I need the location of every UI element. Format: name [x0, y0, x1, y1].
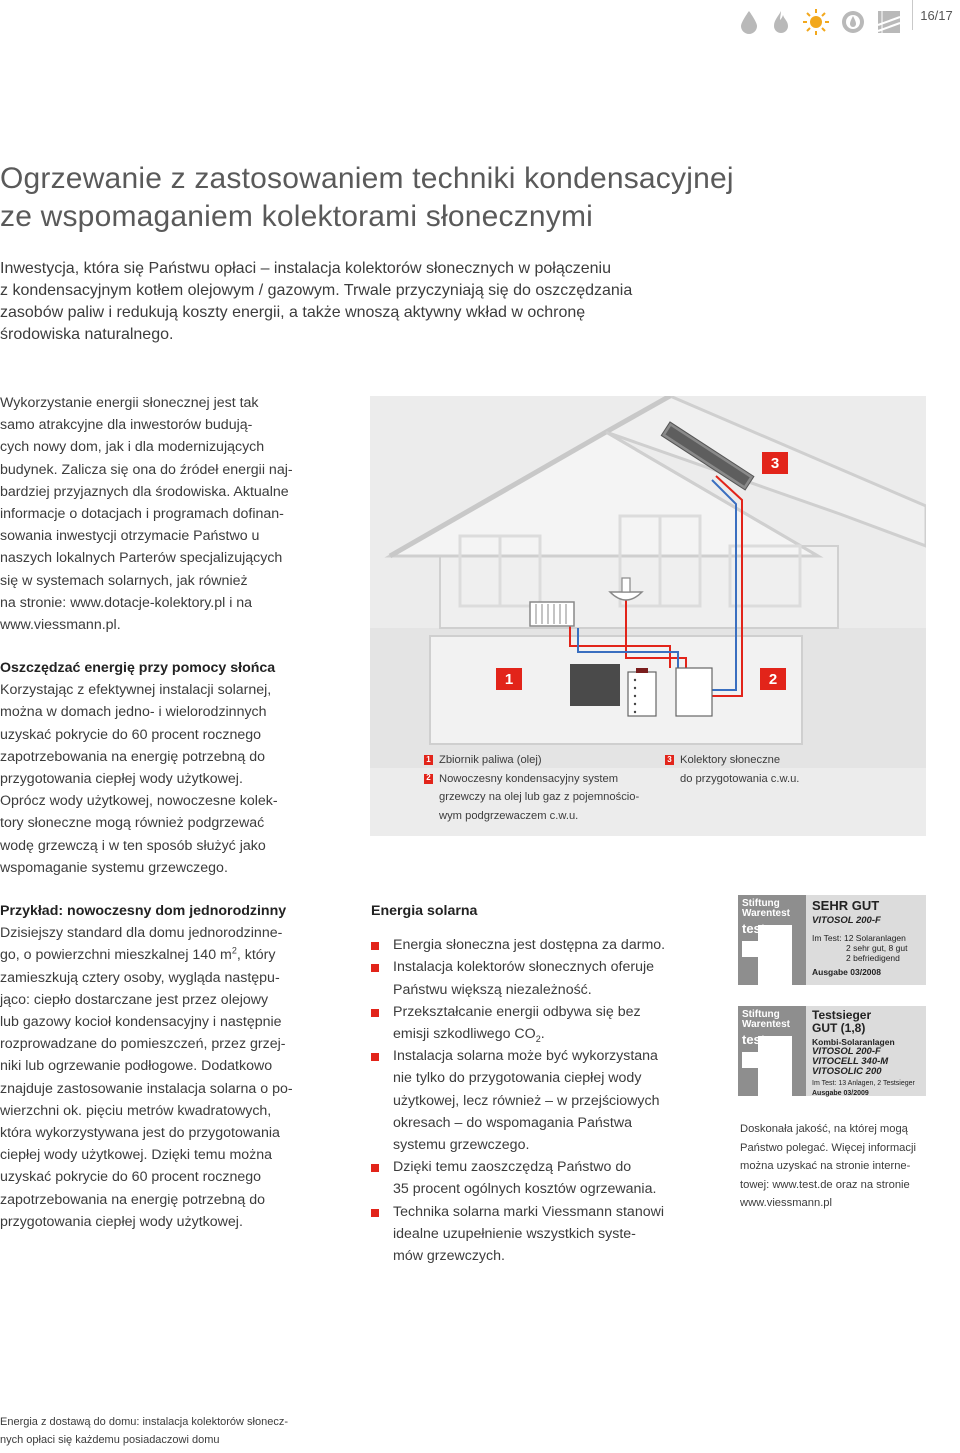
intro-line: www.viessmann.pl.	[0, 617, 121, 634]
drop-icon	[738, 9, 760, 35]
legend-left	[424, 751, 639, 825]
list-item: Instalacja solarna może być wykorzystana nie tylko do przygotowania ciepłej wody użytkowej, lecz również – w przejściowych okresach – do wspomagania Państwa systemu grzewczego.	[371, 1045, 691, 1156]
example-line: rozprowadzane do pomieszczeń, przez grzej-	[0, 1036, 286, 1053]
seal-detail: 2 befriedigend	[846, 953, 900, 963]
savings-section	[0, 657, 330, 879]
seal-brand: test	[742, 1032, 766, 1047]
example-heading: Przykład: nowoczesny dom jednorodzinny	[0, 903, 287, 919]
page-number: 16/17	[912, 0, 960, 30]
seal-logo	[738, 895, 806, 985]
seal-brand: test	[742, 921, 766, 936]
savings-line: można w domach jedno- i wielorodzinnych	[0, 704, 267, 721]
intro-line: na stronie: www.dotacje-kolektory.pl i na	[0, 594, 253, 611]
savings-line: Oprócz wody użytkowej, nowoczesne kolek-	[0, 793, 278, 810]
seal-detail: Im Test: 13 Anlagen, 2 Testsieger	[812, 1080, 915, 1087]
marker-3: 3	[762, 452, 788, 474]
page-title	[0, 160, 760, 236]
lead-paragraph	[0, 258, 700, 346]
bullet-icon	[371, 1164, 379, 1172]
legend-number: 1	[424, 755, 433, 765]
example-line: ciepłej wody użytkowej. Dzięki temu można	[0, 1147, 273, 1164]
bullet-icon	[371, 1009, 379, 1017]
intro-line: sowania inwestycji otrzymacie Państwo u	[0, 528, 260, 545]
legend-number: 3	[665, 755, 674, 765]
bullet-icon	[371, 1053, 379, 1061]
savings-line: zapotrzebowania na energię potrzebną do	[0, 748, 266, 765]
example-line: niki lub ogrzewanie podłogowe. Dodatkowo	[0, 1058, 273, 1075]
legend-item-3	[665, 751, 799, 788]
marker-2: 2	[760, 668, 786, 690]
seal-product: VITOCELL 340-M	[812, 1056, 889, 1067]
list-item: Energia słoneczna jest dostępna za darmo.	[371, 934, 691, 956]
seal-issue: Ausgabe 03/2009	[812, 1090, 869, 1097]
savings-line: Korzystając z efektywnej instalacji solarnej,	[0, 682, 272, 699]
lead-line: środowiska naturalnego.	[0, 326, 174, 343]
solar-list	[371, 934, 691, 1267]
intro-line: cych nowy dom, jak i dla modernizujących	[0, 439, 265, 456]
example-line: uzyskać pokrycie do 60 procent rocznego	[0, 1169, 262, 1186]
intro-line: budynek. Zalicza się ona do źródeł energii naj-	[0, 461, 293, 478]
seal-brand: Stiftung Warentest	[742, 1009, 790, 1030]
seal-detail: 2 sehr gut, 8 gut	[846, 943, 908, 953]
gas-burner-icon	[840, 9, 866, 35]
legend-item-2	[424, 770, 639, 826]
flame-icon	[770, 9, 792, 35]
legend-text: Zbiornik paliwa (olej)	[439, 754, 542, 766]
seal-details	[806, 895, 926, 985]
seal-grade: GUT (1,8)	[812, 1021, 866, 1035]
example-line: go, o powierzchni mieszkalnej 140 $m^2$, który	[0, 945, 276, 964]
intro-line: się w systemach solarnych, jak również	[0, 572, 248, 589]
example-line: jąco: ciepło dostarczane jest przez olejowy	[0, 991, 269, 1008]
example-line: zamieszkują cztery osoby, wygląda następu-	[0, 969, 280, 986]
list-item: Technika solarna marki Viessmann stanowi idealne uzupełnienie wszystkich syste- mów grzewczych.	[371, 1201, 691, 1268]
footer-caption: Energia z dostawą do domu: instalacja kolektorów słonecz- nych opłaci się każdemu posiadaczowi domu	[0, 1416, 288, 1446]
solar-section	[371, 900, 691, 1267]
intro-line: naszych lokalnych Parterów specjalizujących	[0, 550, 283, 567]
lead-line: z kondensacyjnym kotłem olejowym / gazowym. Trwale przyczyniają się do oszczędzania	[0, 282, 633, 299]
example-line: która wykorzystywana jest do przygotowania	[0, 1125, 280, 1142]
legend-text: Nowoczesny kondensacyjny system grzewczy na olej lub gaz z pojemnościo- wym podgrzewaczem c.w.u.	[439, 772, 640, 822]
seal-issue: Ausgabe 03/2008	[812, 967, 881, 977]
legend-right	[665, 751, 799, 788]
example-line: Dzisiejszy standard dla domu jednorodzinne-	[0, 925, 283, 942]
seal-product: VITOSOLIC 200	[812, 1066, 882, 1077]
intro-paragraph	[0, 392, 330, 636]
seal-number-one	[742, 941, 762, 957]
bullet-icon	[371, 942, 379, 950]
title-line-2: ze wspomaganiem kolektorami słonecznymi	[0, 200, 594, 233]
list-item: Przekształcanie energii odbywa się bez emisji szkodliwego $CO_2$.	[371, 1001, 691, 1045]
marker-1: 1	[496, 668, 522, 690]
solar-heading: Energia solarna	[371, 903, 478, 919]
list-item: Dzięki temu zaoszczędzą Państwo do 35 procent ogólnych kosztów ogrzewania.	[371, 1156, 691, 1200]
seal-rating: SEHR GUT	[812, 898, 880, 913]
category-icons	[738, 6, 910, 38]
intro-line: informacje o dotacjach i programach dofinan-	[0, 506, 284, 523]
legend-text: Kolektory słoneczne do przygotowania c.w.u.	[680, 754, 800, 785]
intro-line: samo atrakcyjne dla inwestorów budują-	[0, 417, 253, 434]
example-line: znajduje zastosowanie instalacja solarna o po-	[0, 1080, 293, 1097]
savings-line: uzyskać pokrycie do 60 procent rocznego	[0, 726, 262, 743]
seal-category: Kombi-Solaranlagen	[812, 1037, 895, 1047]
seal-product: VITOSOL 200-F	[812, 915, 881, 926]
sun-icon	[802, 8, 830, 36]
example-line: wierzchni ok. pięciu metrów kwadratowych,	[0, 1102, 272, 1119]
title-line-1: Ogrzewanie z zastosowaniem techniki kondensacyjnej	[0, 162, 734, 195]
example-section	[0, 900, 330, 1233]
savings-line: wodę grzewczą i w ten sposób służyć jako	[0, 837, 266, 854]
seal-description: Doskonała jakość, na której mogą Państwo polegać. Więcej informacji można uzyskać na stronie interne- towej: www.test.de oraz na stronie www.viessmann.pl	[740, 1123, 916, 1210]
seal-rating: Testsieger	[812, 1008, 872, 1022]
bullet-icon	[371, 1209, 379, 1217]
seal-product: VITOSOL 200-F	[812, 1046, 881, 1057]
savings-line: przygotowania ciepłej wody użytkowej.	[0, 771, 243, 788]
seal-number-one	[742, 1052, 762, 1068]
example-line: przygotowania ciepłej wody użytkowej.	[0, 1213, 243, 1230]
test-seal-2008	[738, 895, 926, 985]
intro-line: bardziej przyjaznych dla środowiska. Aktualne	[0, 483, 289, 500]
seal-logo	[738, 1006, 806, 1096]
test-seal-2009	[738, 1006, 926, 1096]
example-line: zapotrzebowania na energię potrzebną do	[0, 1191, 266, 1208]
grid-icon	[876, 9, 902, 35]
seal-detail: Im Test: 12 Solaranlagen	[812, 933, 906, 943]
seal-details	[806, 1006, 926, 1096]
legend-number: 2	[424, 774, 433, 784]
example-line: lub gazowy kocioł kondensacyjny i następnie	[0, 1014, 282, 1031]
bullet-icon	[371, 964, 379, 972]
lead-line: zasobów paliw i redukują koszty energii, a także wnoszą aktywny wkład w ochronę	[0, 304, 586, 321]
list-item: Instalacja kolektorów słonecznych oferuje Państwu większą niezależność.	[371, 956, 691, 1000]
house-diagram	[370, 396, 926, 836]
intro-line: Wykorzystanie energii słonecznej jest tak	[0, 395, 259, 411]
lead-line: Inwestycja, która się Państwu opłaci – instalacja kolektorów słonecznych w połączeniu	[0, 260, 611, 277]
savings-line: wspomaganie systemu grzewczego.	[0, 859, 228, 876]
savings-line: tory słoneczne mogą również podgrzewać	[0, 815, 265, 832]
legend-item-1	[424, 751, 639, 770]
seal-brand: Stiftung Warentest	[742, 898, 790, 919]
savings-heading: Oszczędzać energię przy pomocy słońca	[0, 660, 276, 676]
